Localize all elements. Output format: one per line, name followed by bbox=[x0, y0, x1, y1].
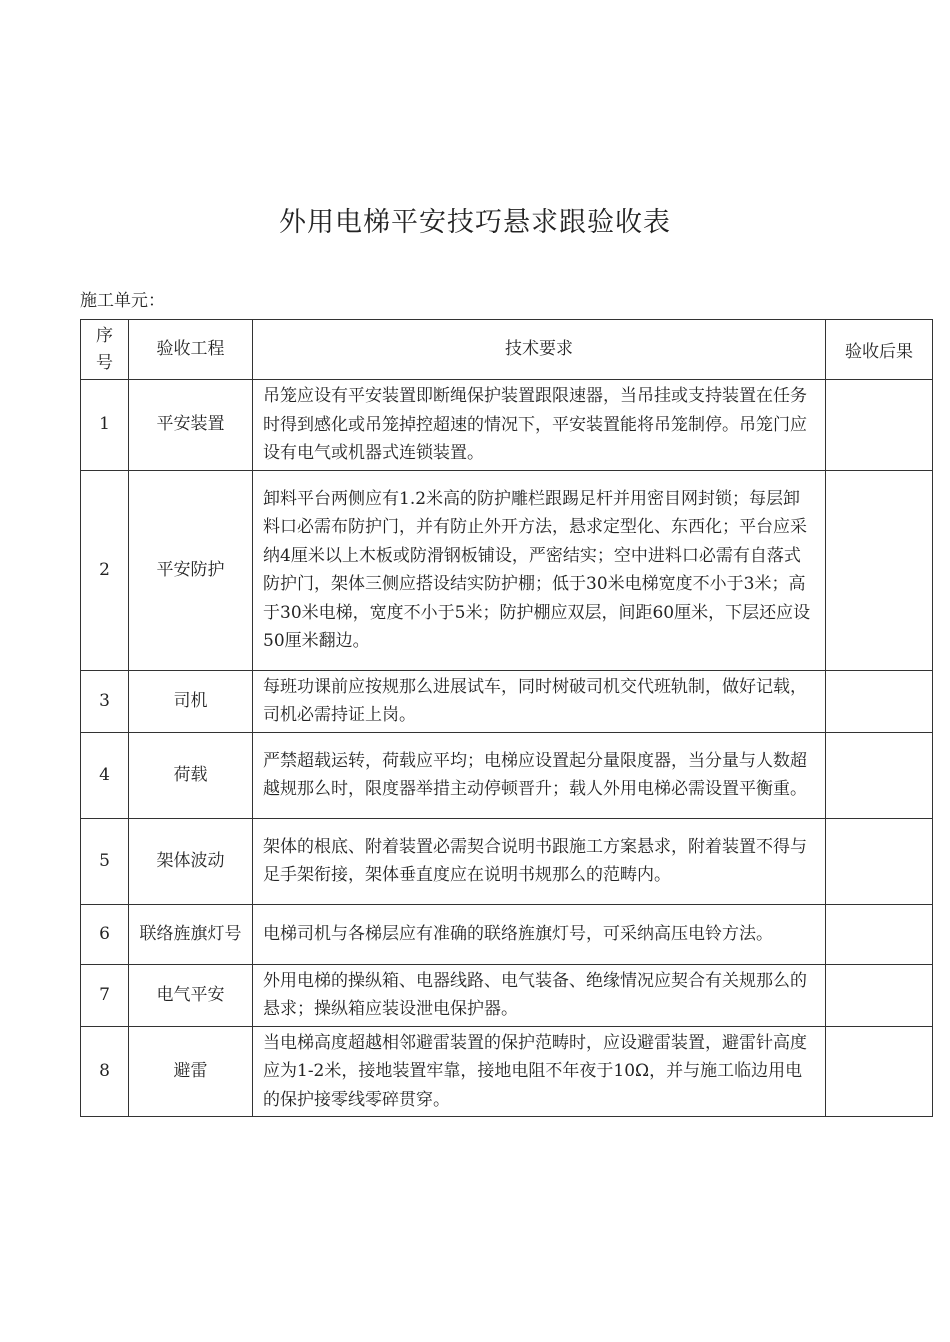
row-no: 2 bbox=[81, 470, 129, 670]
document-title: 外用电梯平安技巧悬求跟验收表 bbox=[279, 207, 671, 238]
row-requirement: 卸料平台两侧应有1.2米高的防护雕栏跟踢足杆并用密目网封锁；每层卸料口必需布防护门，并有防止外开方法，悬求定型化、东西化；平台应采纳4厘米以上木板或防滑钢板铺设，严密结实；空中进料口必需有自落式防护门，架体三侧应搭设结实防护棚；低于30米电梯宽度不小于3米；高于30米电梯，宽度不小于5米；防护棚应双层，间距60厘米，下层还应设50厘米翻边。 bbox=[253, 470, 826, 670]
row-requirement: 吊笼应设有平安装置即断绳保护装置跟限速器，当吊挂或支持装置在任务时得到感化或吊笼掉控超速的情况下，平安装置能将吊笼制停。吊笼门应设有电气或机器式连锁装置。 bbox=[253, 380, 826, 471]
row-result-cell[interactable] bbox=[826, 470, 933, 670]
row-item: 架体波动 bbox=[129, 818, 253, 904]
row-no: 5 bbox=[81, 818, 129, 904]
table-row bbox=[81, 964, 933, 1026]
row-requirement: 每班功课前应按规那么进展试车，同时树破司机交代班轨制，做好记载，司机必需持证上岗。 bbox=[253, 670, 826, 732]
row-result-cell[interactable] bbox=[826, 670, 933, 732]
row-item: 平安装置 bbox=[129, 380, 253, 471]
row-result-cell[interactable] bbox=[826, 380, 933, 471]
header-result: 验收后果 bbox=[826, 320, 933, 380]
construction-unit-label: 施工单元： bbox=[80, 291, 165, 311]
table-row bbox=[81, 904, 933, 964]
header-no-line1: 序 bbox=[96, 325, 113, 346]
header-requirement: 技术要求 bbox=[253, 320, 826, 380]
table-row bbox=[81, 1026, 933, 1117]
row-result-cell[interactable] bbox=[826, 904, 933, 964]
table-row bbox=[81, 470, 933, 670]
row-no: 1 bbox=[81, 380, 129, 471]
row-item: 联络旌旗灯号 bbox=[129, 904, 253, 964]
row-result-cell[interactable] bbox=[826, 964, 933, 1026]
row-result-cell[interactable] bbox=[826, 818, 933, 904]
table-row bbox=[81, 380, 933, 471]
row-requirement: 严禁超载运转，荷载应平均；电梯应设置起分量限度器，当分量与人数超越规那么时，限度器举措主动停顿晋升；载人外用电梯必需设置平衡重。 bbox=[253, 732, 826, 818]
row-item: 荷载 bbox=[129, 732, 253, 818]
table-row bbox=[81, 818, 933, 904]
row-item: 电气平安 bbox=[129, 964, 253, 1026]
acceptance-table bbox=[80, 319, 933, 1117]
header-no-line2: 号 bbox=[96, 352, 113, 373]
row-requirement: 电梯司机与各梯层应有准确的联络旌旗灯号，可采纳高压电铃方法。 bbox=[253, 904, 826, 964]
row-item: 避雷 bbox=[129, 1026, 253, 1117]
table-header-row bbox=[81, 320, 933, 380]
table-row bbox=[81, 732, 933, 818]
header-no bbox=[81, 320, 129, 380]
row-requirement: 当电梯高度超越相邻避雷装置的保护范畴时，应设避雷装置，避雷针高度应为1-2米，接地装置牢靠，接地电阻不年夜于10Ω，并与施工临边用电的保护接零线零碎贯穿。 bbox=[253, 1026, 826, 1117]
table-row bbox=[81, 670, 933, 732]
row-result-cell[interactable] bbox=[826, 1026, 933, 1117]
row-no: 7 bbox=[81, 964, 129, 1026]
row-requirement: 外用电梯的操纵箱、电器线路、电气装备、绝缘情况应契合有关规那么的悬求；操纵箱应装设泄电保护器。 bbox=[253, 964, 826, 1026]
row-item: 司机 bbox=[129, 670, 253, 732]
header-item: 验收工程 bbox=[129, 320, 253, 380]
row-no: 6 bbox=[81, 904, 129, 964]
row-result-cell[interactable] bbox=[826, 732, 933, 818]
row-no: 4 bbox=[81, 732, 129, 818]
row-item: 平安防护 bbox=[129, 470, 253, 670]
row-no: 3 bbox=[81, 670, 129, 732]
row-requirement: 架体的根底、附着装置必需契合说明书跟施工方案悬求，附着装置不得与足手架衔接，架体垂直度应在说明书规那么的范畴内。 bbox=[253, 818, 826, 904]
row-no: 8 bbox=[81, 1026, 129, 1117]
